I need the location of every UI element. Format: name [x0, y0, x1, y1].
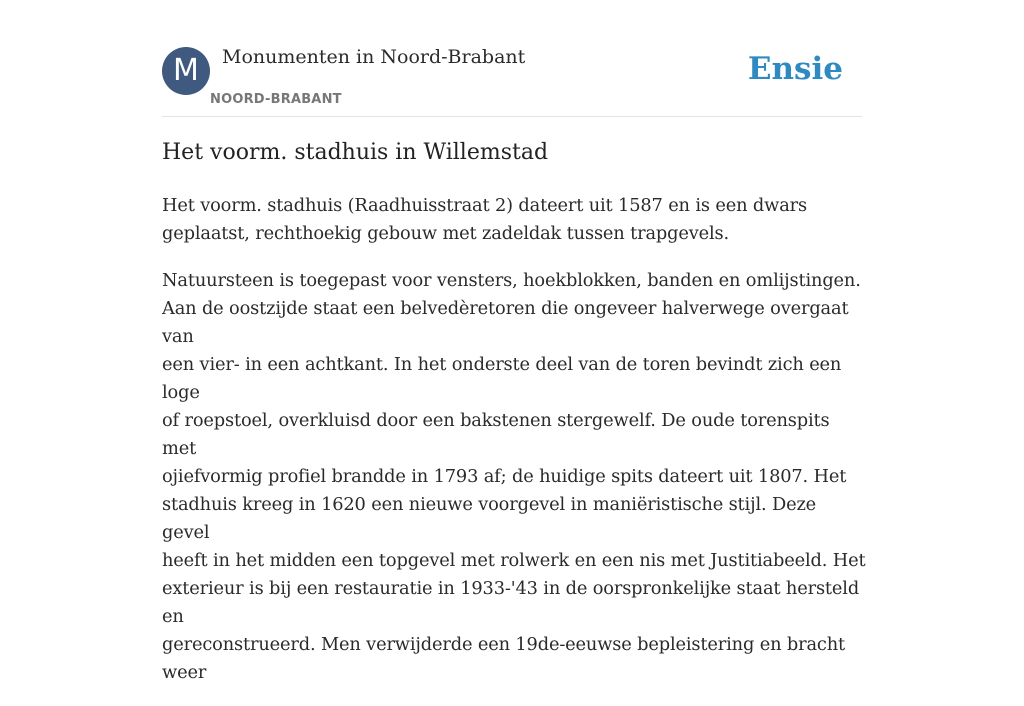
collection-category-link[interactable]: NOORD-BRABANT — [210, 92, 342, 107]
article-body — [162, 192, 868, 706]
article-paragraph: Het voorm. stadhuis (Raadhuisstraat 2) dateert uit 1587 en is een dwars geplaatst, rechthoekig gebouw met zadeldak tussen trapgevels. — [162, 195, 808, 244]
collection-title-link[interactable]: Monumenten in Noord-Brabant — [222, 46, 526, 68]
collection-header — [162, 46, 862, 117]
avatar[interactable]: M — [162, 47, 210, 95]
article-title: Het voorm. stadhuis in Willemstad — [162, 140, 549, 165]
brand-logo[interactable]: Ensie — [747, 51, 843, 87]
article-paragraph: Natuursteen is toegepast voor vensters, hoekblokken, banden en omlijstingen. Aan de oostzijde staat een belvedèretoren die ongeveer halverwege overgaat van een vier- in een achtkant. In het onderste deel van de toren bevindt zich een loge of roepstoel, overkluisd door een bakstenen stergewelf. De oude torenspits met ojiefvormig profiel brandde in 1793 af; de huidige spits dateert uit 1807. Het stadhuis kreeg in 1620 een nieuwe voorgevel in maniëristische stijl. Deze gevel heeft in het midden een topgevel met rolwerk en een nis met Justitiabeeld. Het exterieur is bij een restauratie in 1933-'43 in de oorspronkelijke staat hersteld en gereconstrueerd. Men verwijderde een 19de-eeuwse bepleistering en bracht weer — [162, 270, 866, 683]
